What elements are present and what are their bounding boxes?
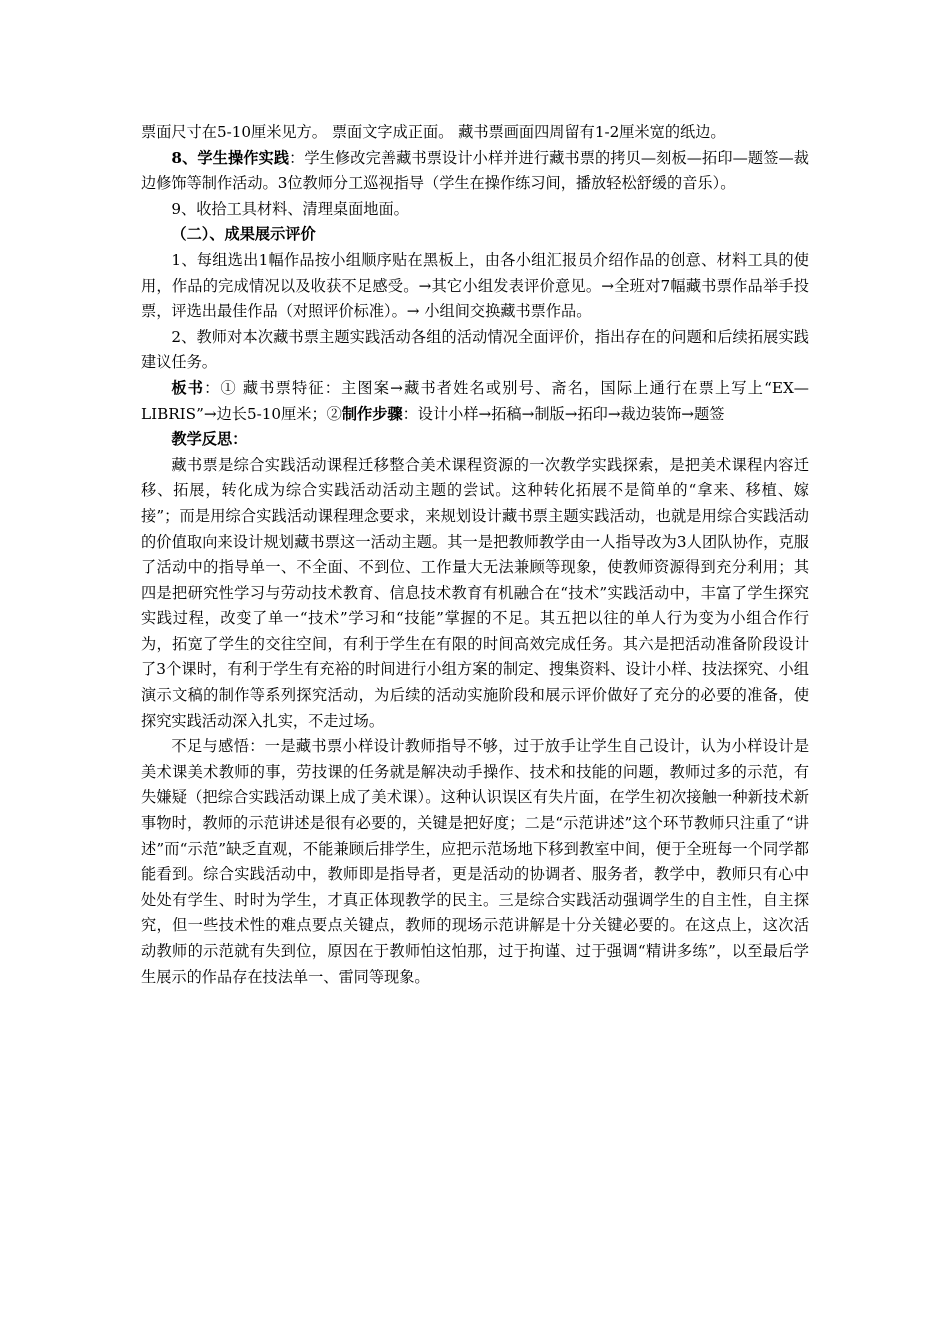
paragraph-shortcomings: 不足与感悟：一是藏书票小样设计教师指导不够，过于放手让学生自己设计，认为小样设计是美术课美术教师的事，劳技课的任务就是解决动手操作、技术和技能的问题，教师过多的示范，有失嫌疑（把综合实践活动课上成了美术课）。这种认识误区有失片面，在学生初次接触一种新技术新事物时，教师的示范讲述是很有必要的，关键是把好度；二是“示范讲述”这个环节教师只注重了“讲述”而“示范”缺乏直观，不能兼顾后排学生，应把示范场地下移到教室中间，便于全班每一个同学都能看到。综合实践活动中，教师即是指导者，更是活动的协调者、服务者，教学中，教师只有心中处处有学生、时时为学生，才真正体现教学的民主。三是综合实践活动强调学生的自主性，自主探究，但一些技术性的难点要点关键点，教师的现场示范讲解是十分关键必要的。在这点上，这次活动教师的示范就有失到位，原因在于教师怕这怕那，过于拘谨、过于强调“精讲多练”，以至最后学生展示的作品存在技法单一、雷同等现象。 <box>141 737 809 986</box>
paragraph-blackboard <box>141 376 809 427</box>
blackboard-heading: 板书 <box>171 378 205 397</box>
paragraph-showcase-step1: 1、每组选出1幅作品按小组顺序贴在黑板上，由各小组汇报员介绍作品的创意、材料工具的使用，作品的完成情况以及收获不足感受。→其它小组发表评价意见。→全班对7幅藏书票作品举手投票，评选出最佳作品（对照评价标准）。→ 小组间交换藏书票作品。 <box>141 250 809 321</box>
paragraph-student-practice <box>141 146 809 197</box>
practice-heading: 8、学生操作实践 <box>171 148 290 167</box>
section-heading-reflection: 教学反思： <box>171 430 248 449</box>
steps-heading: 制作步骤 <box>341 404 403 423</box>
paragraph-showcase-step2: 2、教师对本次藏书票主题实践活动各组的活动情况全面评价，指出存在的问题和后续拓展实践建议任务。 <box>141 327 809 372</box>
section-heading-showcase: （二）、成果展示评价 <box>171 225 316 244</box>
document-page <box>141 120 809 990</box>
steps-text: ：设计小样→拓稿→制版→拓印→裁边装饰→题签 <box>402 404 725 423</box>
paragraph-reflection: 藏书票是综合实践活动课程迁移整合美术课程资源的一次教学实践探索，是把美术课程内容迁移、拓展，转化成为综合实践活动活动主题的尝试。这种转化拓展不是简单的“拿来、移植、嫁接”；而是用综合实践活动课程理念要求，来规划设计藏书票主题实践活动，也就是用综合实践活动的价值取向来设计规划藏书票这一活动主题。其一是把教师教学由一人指导改为3人团队协作，克服了活动中的指导单一、不全面、不到位、工作量大无法兼顾等现象，使教师资源得到充分利用；其四是把研究性学习与劳动技术教育、信息技术教育有机融合在“技术”实践活动中，丰富了学生探究实践过程，改变了单一“技术”学习和“技能”掌握的不足。其五把以往的单人行为变为小组合作行为，拓宽了学生的交往空间，有利于学生在有限的时间高效完成任务。其六是把活动准备阶段设计了3个课时，有利于学生有充裕的时间进行小组方案的制定、搜集资料、设计小样、技法探究、小组演示文稿的制作等系列探究活动，为后续的活动实施阶段和展示评价做好了充分的必要的准备，使探究实践活动深入扎实，不走过场。 <box>141 455 809 730</box>
paragraph-ticket-size: 票面尺寸在5-10厘米见方。 票面文字成正面。 藏书票画面四周留有1-2厘米宽的纸边。 <box>141 123 726 141</box>
practice-text: ：学生修改完善藏书票设计小样并进行藏书票的拷贝—刻板—拓印—题签—裁边修饰等制作活动。3位教师分工巡视指导（学生在操作练习间，播放轻松舒缓的音乐）。 <box>141 148 809 193</box>
blackboard-text: ：① 藏书票特征：主图案→藏书者姓名或别号、斋名，国际上通行在票上写上“EX—LIBRIS”→边长5-10厘米；② <box>141 378 809 423</box>
paragraph-cleanup: 9、收拾工具材料、清理桌面地面。 <box>171 199 409 218</box>
